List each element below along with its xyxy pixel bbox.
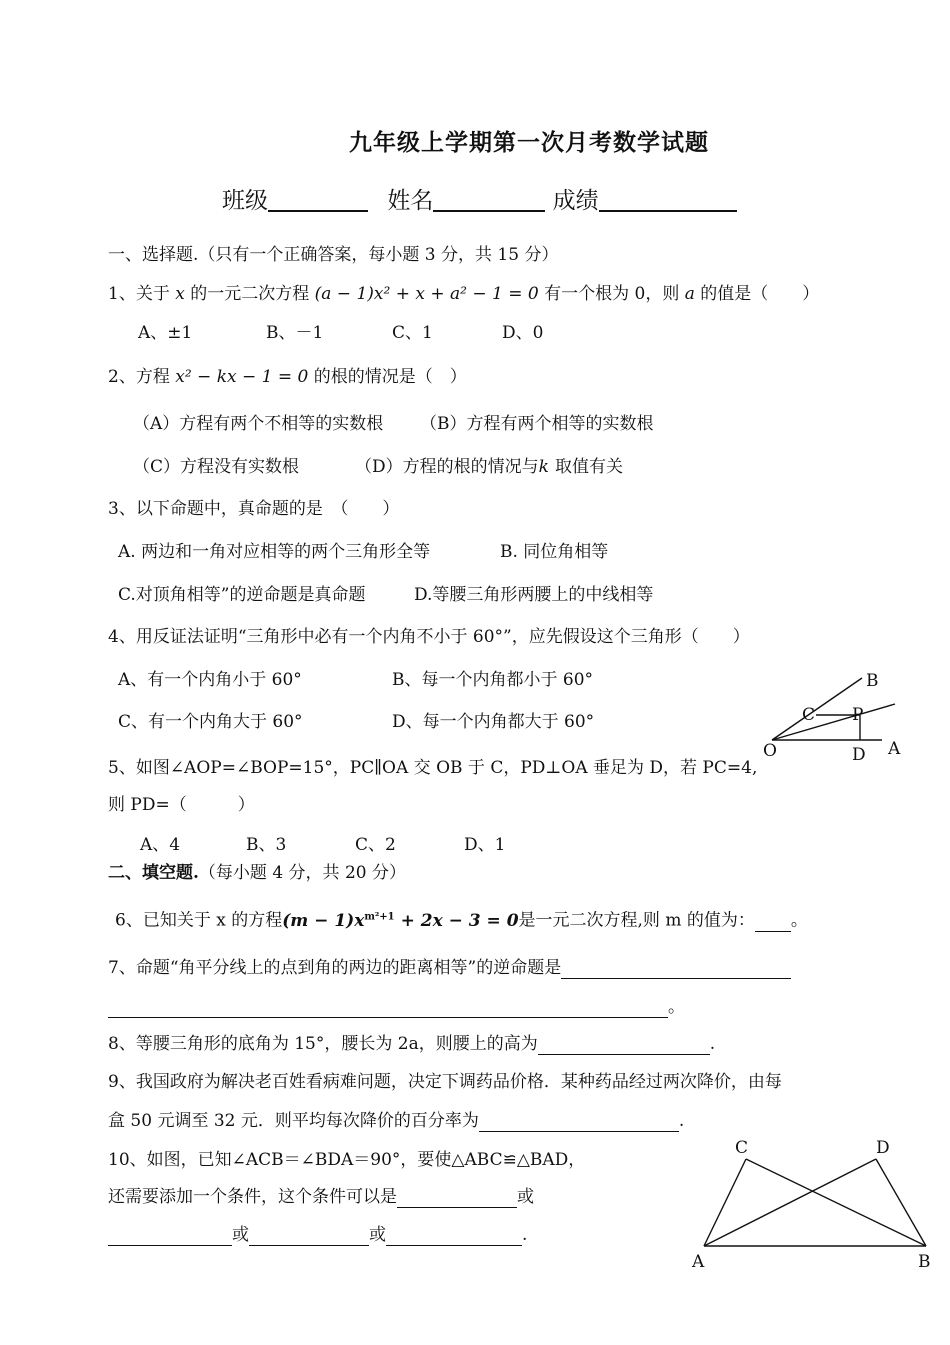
q2-option-b[interactable]: （B）方程有两个相等的实数根: [420, 414, 654, 434]
segment-ad: [704, 1159, 876, 1246]
page-title: 九年级上学期第一次月考数学试题: [349, 129, 709, 156]
ray-ob: [772, 678, 862, 740]
question-5-line2: 则 PD=（ ）: [108, 795, 255, 815]
label-c: C: [735, 1138, 749, 1158]
question-1: [108, 283, 819, 305]
q1-var-x: x: [175, 284, 185, 304]
question-10: 10、如图，已知∠ACB＝∠BDA＝90°，要使△ABC≌△BAD，: [108, 1150, 586, 1170]
section1-title: 一、选择题.: [108, 245, 199, 265]
q5-option-c[interactable]: C、2: [355, 835, 396, 855]
q10-stem: 还需要添加一个条件，这个条件可以是: [108, 1187, 397, 1207]
question-9: 9、我国政府为解决老百姓看病难问题，决定下调药品价格．某种药品经过两次降价，由每: [108, 1072, 782, 1092]
q10-answer-blank-4[interactable]: [386, 1227, 522, 1246]
q6-equation: (m − 1)x: [282, 910, 365, 931]
question-10-line2: [108, 1186, 534, 1208]
q6-answer-blank[interactable]: [755, 913, 791, 932]
section2-title: 二、填空题.: [108, 863, 199, 883]
student-info-header: [222, 188, 737, 212]
q1-var-a: a: [684, 284, 695, 304]
label-b: B: [918, 1252, 931, 1272]
question-3: 3、以下命题中，真命题的是 （ ）: [108, 499, 400, 519]
q2-var-k: k: [538, 457, 549, 477]
ray-op: [772, 704, 895, 740]
segment-db: [876, 1159, 926, 1246]
label-a: A: [888, 739, 901, 759]
q9-answer-blank[interactable]: [479, 1113, 679, 1132]
q4-option-b[interactable]: B、每一个内角都小于 60°: [392, 670, 594, 690]
name-blank[interactable]: [433, 188, 545, 212]
section1-note: （只有一个正确答案，每小题 3 分，共 15 分）: [198, 245, 559, 265]
q10-answer-blank-1[interactable]: [397, 1189, 517, 1208]
q6-end: 。: [790, 910, 808, 931]
score-label: 成绩: [552, 188, 599, 214]
score-blank[interactable]: [599, 188, 737, 212]
question-6: [115, 906, 808, 932]
label-a: A: [692, 1252, 705, 1272]
label-o: O: [763, 741, 777, 761]
section1-heading: [108, 244, 558, 266]
question-2: [108, 366, 467, 388]
q4-option-d[interactable]: D、每一个内角都大于 60°: [392, 712, 595, 732]
q9-stem: 盒 50 元调至 32 元．则平均每次降价的百分率为: [108, 1111, 479, 1131]
q6-equation-tail: + 2x − 3 = 0: [394, 910, 519, 931]
q10-end: .: [522, 1225, 528, 1245]
q2-option-d-tail: 取值有关: [554, 457, 623, 477]
question-4: 4、用反证法证明“三角形中必有一个内角不小于 60°”，应先假设这个三角形（ ）: [108, 627, 750, 647]
q2-option-d-text: （D）方程的根的情况与: [355, 457, 539, 477]
q4-option-c[interactable]: C、有一个内角大于 60°: [118, 712, 303, 732]
q8-answer-blank[interactable]: [538, 1036, 710, 1055]
q3-option-a[interactable]: A. 两边和一角对应相等的两个三角形全等: [118, 542, 431, 562]
question-5: 5、如图∠AOP=∠BOP=15°，PC∥OA 交 OB 于 C，PD⊥OA 垂足为 D，若 PC=4,: [108, 758, 758, 778]
question-10-line3: [108, 1224, 527, 1246]
q1-option-d[interactable]: D、0: [502, 323, 544, 343]
q5-option-a[interactable]: A、4: [140, 835, 181, 855]
q6-suffix: 是一元二次方程,则 m 的值为：: [518, 910, 755, 931]
segment-ac: [704, 1159, 746, 1246]
q1-end: 的值是（ ）: [700, 284, 820, 304]
label-d: D: [852, 745, 866, 765]
q3-option-c[interactable]: C.对顶角相等”的逆命题是真命题: [118, 585, 366, 605]
q10-answer-blank-3[interactable]: [249, 1227, 369, 1246]
q5-angle-figure: [760, 668, 910, 766]
q8-end: .: [709, 1034, 716, 1054]
q2-option-c[interactable]: （C）方程没有实数根: [133, 457, 300, 477]
q8-stem: 8、等腰三角形的底角为 15°，腰长为 2a，则腰上的高为: [108, 1034, 538, 1054]
q7-end: 。: [668, 997, 685, 1017]
q10-triangle-figure: [690, 1135, 940, 1275]
q7-line2: [108, 996, 685, 1018]
q1-option-c[interactable]: C、1: [392, 323, 433, 343]
q3-option-d[interactable]: D.等腰三角形两腰上的中线相等: [414, 585, 654, 605]
class-blank[interactable]: [268, 188, 368, 212]
name-label: 姓名: [387, 188, 434, 214]
q7-stem: 7、命题“角平分线上的点到角的两边的距离相等”的逆命题是: [108, 958, 562, 978]
q5-option-d[interactable]: D、1: [464, 835, 506, 855]
class-label: 班级: [222, 188, 268, 214]
q9-end: .: [678, 1111, 685, 1131]
q2-equation: x² − kx − 1 = 0: [175, 367, 309, 387]
q2-suffix: 的根的情况是（ ）: [313, 367, 467, 387]
q10-or-3: 或: [369, 1225, 386, 1245]
q5-option-b[interactable]: B、3: [246, 835, 287, 855]
q2-prefix: 2、方程: [108, 367, 170, 387]
q3-option-b[interactable]: B. 同位角相等: [500, 542, 609, 562]
question-7: [108, 957, 791, 979]
label-c: C: [802, 705, 816, 725]
q10-or-2: 或: [232, 1225, 249, 1245]
question-9-line2: [108, 1110, 684, 1132]
label-p: P: [852, 705, 864, 725]
q1-mid: 的一元二次方程: [190, 284, 310, 304]
q1-option-a[interactable]: A、±1: [138, 323, 193, 343]
question-8: [108, 1033, 715, 1055]
q10-answer-blank-2[interactable]: [108, 1227, 232, 1246]
label-b: B: [866, 671, 879, 691]
segment-cb: [746, 1159, 926, 1246]
q7-answer-blank-1[interactable]: [561, 960, 791, 979]
label-d: D: [876, 1138, 890, 1158]
q1-option-b[interactable]: B、－1: [266, 323, 324, 343]
section2-heading: [108, 862, 406, 884]
q2-option-d[interactable]: [355, 456, 623, 478]
q1-prefix: 1、关于: [108, 284, 170, 304]
q1-equation: (a − 1)x² + x + a² − 1 = 0: [314, 284, 539, 304]
q4-option-a[interactable]: A、有一个内角小于 60°: [118, 670, 302, 690]
q6-prefix: 6、已知关于 x 的方程: [115, 910, 283, 931]
q1-suffix: 有一个根为 0，则: [544, 284, 680, 304]
q7-answer-blank-2[interactable]: [108, 999, 668, 1018]
q2-option-a[interactable]: （A）方程有两个不相等的实数根: [133, 414, 384, 434]
q6-exponent: m²+1: [364, 911, 395, 922]
q10-or-1: 或: [517, 1187, 534, 1207]
section2-note: （每小题 4 分，共 20 分）: [198, 863, 406, 883]
